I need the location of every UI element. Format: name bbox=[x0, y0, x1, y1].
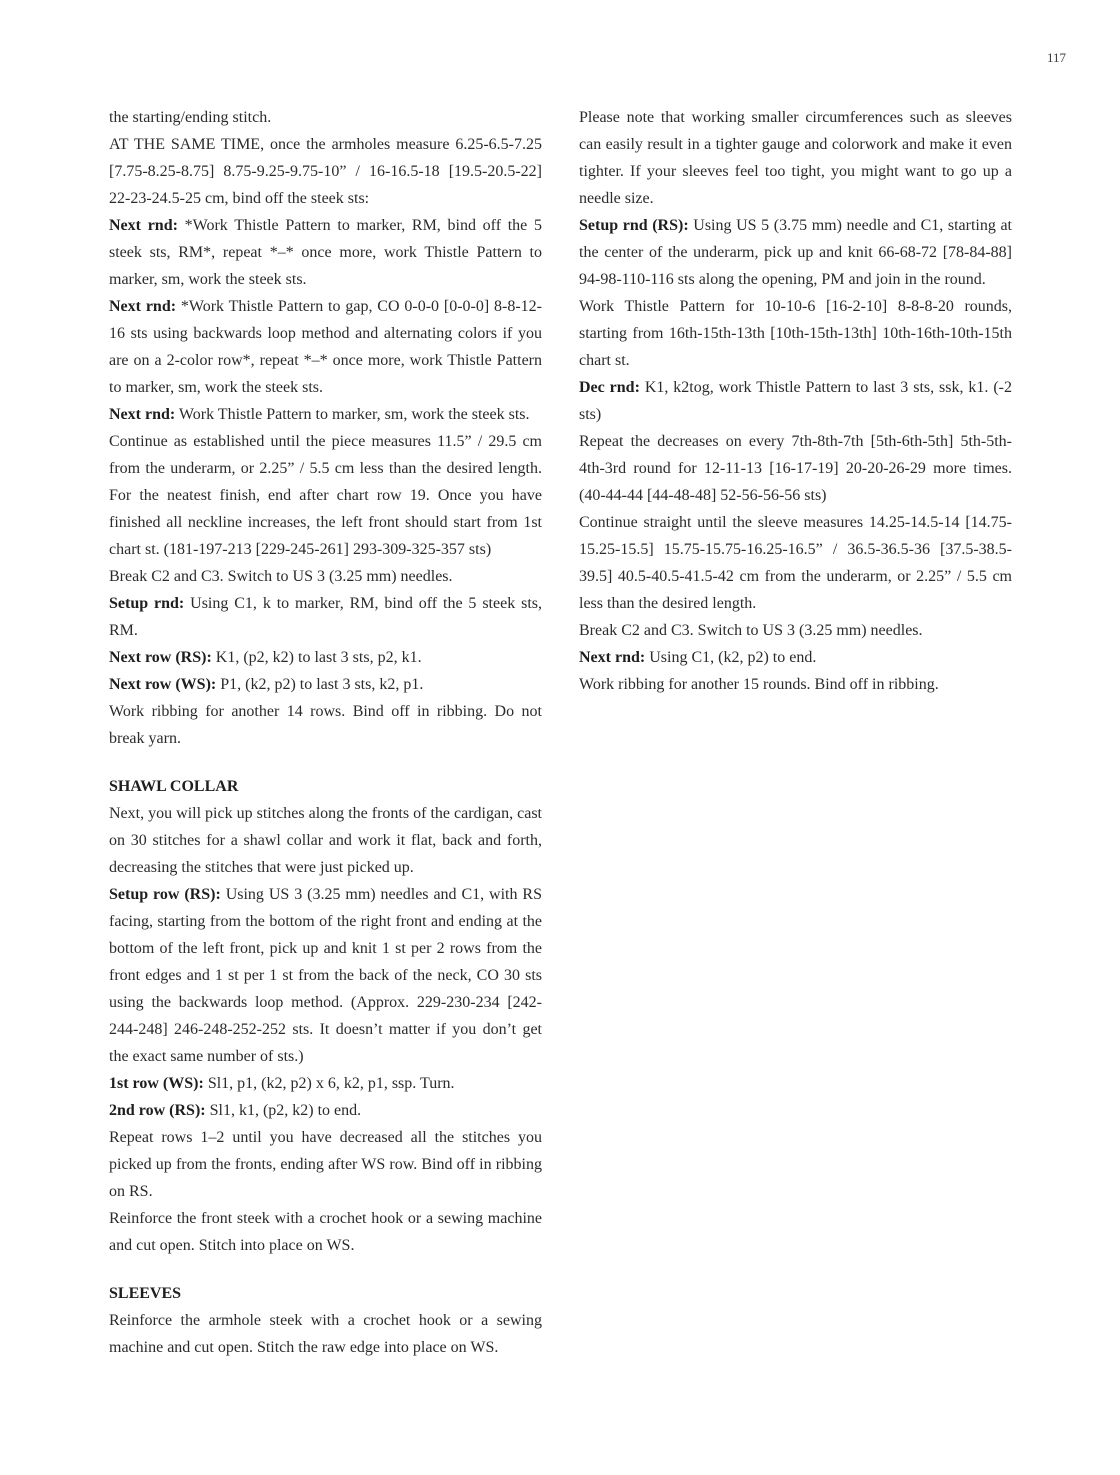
instruction-label: Setup rnd: bbox=[109, 595, 185, 612]
instruction-text: Repeat the decreases on every 7th-8th-7th [5th-6th-5th] 5th-5th-4th-3rd round for 12-11-13 [16-17-19] 20-20-26-29 more times. (40-44-44 [44-48-48] 52-56-56-56 sts) bbox=[579, 433, 1012, 504]
instruction-text: Work Thistle Pattern to marker, sm, work the steek sts. bbox=[175, 406, 530, 423]
page-number: 117 bbox=[1046, 50, 1066, 65]
instruction-paragraph bbox=[579, 293, 1012, 374]
instruction-text: Using US 3 (3.25 mm) needles and C1, with RS facing, starting from the bottom of the right front and ending at the bottom of the left front, pick up and knit 1 st per 2 rows from the front edges and 1 st per 1 st from the back of the neck, CO 30 sts using the backwards loop method. (Approx. 229-230-234 [242-244-248] 246-248-252-252 sts. It doesn’t matter if you don’t get the exact same number of sts.) bbox=[109, 886, 542, 1065]
instruction-label: Setup row (RS): bbox=[109, 886, 221, 903]
instruction-text: Sl1, k1, (p2, k2) to end. bbox=[205, 1102, 362, 1119]
instruction-label: Setup rnd (RS): bbox=[579, 217, 689, 234]
instruction-paragraph bbox=[579, 617, 1012, 644]
instruction-text: *Work Thistle Pattern to marker, RM, bind off the 5 steek sts, RM*, repeat *–* once more, work Thistle Pattern to marker, sm, work the steek sts. bbox=[109, 217, 542, 288]
instruction-label: Next rnd: bbox=[109, 406, 176, 423]
instruction-paragraph bbox=[109, 881, 542, 1070]
section-heading: SHAWL COLLAR bbox=[109, 778, 239, 795]
instruction-text: Work Thistle Pattern for 10-10-6 [16-2-10] 8-8-8-20 rounds, starting from 16th-15th-13th [10th-15th-13th] 10th-16th-10th-15th chart st. bbox=[579, 298, 1012, 369]
instruction-text: Sl1, p1, (k2, p2) x 6, k2, p1, ssp. Turn. bbox=[203, 1075, 455, 1092]
instruction-paragraph bbox=[109, 800, 542, 881]
instruction-paragraph bbox=[109, 401, 542, 428]
instruction-label: Next rnd: bbox=[109, 217, 178, 234]
instruction-paragraph bbox=[109, 1070, 542, 1097]
instruction-paragraph bbox=[579, 428, 1012, 509]
instruction-text: *Work Thistle Pattern to gap, CO 0-0-0 [0-0-0] 8-8-12-16 sts using backwards loop method and alternating colors if you are on a 2-color row*, repeat *–* once more, work Thistle Pattern to marker, sm, work the steek sts. bbox=[109, 298, 542, 396]
instruction-text: P1, (k2, p2) to last 3 sts, k2, p1. bbox=[216, 676, 424, 693]
instruction-paragraph bbox=[109, 428, 542, 563]
instruction-label: Next rnd: bbox=[579, 649, 646, 666]
instruction-text: AT THE SAME TIME, once the armholes measure 6.25-6.5-7.25 [7.75-8.25-8.75] 8.75-9.25-9.75-10” / 16-16.5-18 [19.5-20.5-22] 22-23-24.5-25 cm, bind off the steek sts: bbox=[109, 136, 542, 207]
right-column bbox=[579, 104, 1012, 698]
instruction-paragraph bbox=[109, 1097, 542, 1124]
instruction-text: the starting/ending stitch. bbox=[109, 109, 272, 126]
instruction-paragraph bbox=[109, 698, 542, 752]
instruction-text: Please note that working smaller circumferences such as sleeves can easily result in a tighter gauge and colorwork and make it even tighter. If your sleeves feel too tight, you might want to go up a needle size. bbox=[579, 109, 1012, 207]
instruction-text: K1, k2tog, work Thistle Pattern to last 3 sts, ssk, k1. (-2 sts) bbox=[579, 379, 1012, 423]
instruction-text: Work ribbing for another 14 rows. Bind off in ribbing. Do not break yarn. bbox=[109, 703, 542, 747]
instruction-paragraph bbox=[109, 1124, 542, 1205]
instruction-paragraph bbox=[109, 1205, 542, 1259]
instruction-text: Work ribbing for another 15 rounds. Bind off in ribbing. bbox=[579, 676, 939, 693]
instruction-label: Next row (WS): bbox=[109, 676, 217, 693]
instruction-paragraph bbox=[109, 293, 542, 401]
instruction-label: 1st row (WS): bbox=[109, 1075, 204, 1092]
instruction-paragraph bbox=[579, 374, 1012, 428]
instruction-text: Reinforce the front steek with a crochet hook or a sewing machine and cut open. Stitch into place on WS. bbox=[109, 1210, 542, 1254]
instruction-paragraph bbox=[109, 590, 542, 644]
instruction-text: Break C2 and C3. Switch to US 3 (3.25 mm) needles. bbox=[579, 622, 923, 639]
instruction-text: Continue straight until the sleeve measures 14.25-14.5-14 [14.75-15.25-15.5] 15.75-15.75-16.25-16.5” / 36.5-36.5-36 [37.5-38.5-39.5] 40.5-40.5-41.5-42 cm from the underarm, or 2.25” / 5.5 cm less than the desired length. bbox=[579, 514, 1012, 612]
instruction-label: 2nd row (RS): bbox=[109, 1102, 206, 1119]
left-column bbox=[109, 104, 542, 1361]
instruction-paragraph bbox=[579, 644, 1012, 671]
instruction-paragraph bbox=[109, 1307, 542, 1361]
instruction-text: Using C1, k to marker, RM, bind off the 5 steek sts, RM. bbox=[109, 595, 542, 639]
instruction-paragraph bbox=[109, 671, 542, 698]
instruction-label: Next rnd: bbox=[109, 298, 177, 315]
instruction-paragraph bbox=[579, 104, 1012, 212]
instruction-paragraph bbox=[109, 104, 542, 131]
instruction-label: Dec rnd: bbox=[579, 379, 640, 396]
instruction-paragraph bbox=[579, 671, 1012, 698]
instruction-paragraph bbox=[109, 563, 542, 590]
instruction-text: Using US 5 (3.75 mm) needle and C1, starting at the center of the underarm, pick up and knit 66-68-72 [78-84-88] 94-98-110-116 sts along the opening, PM and join in the round. bbox=[579, 217, 1012, 288]
instruction-text: Break C2 and C3. Switch to US 3 (3.25 mm) needles. bbox=[109, 568, 453, 585]
instruction-text: Repeat rows 1–2 until you have decreased all the stitches you picked up from the fronts, ending after WS row. Bind off in ribbing on RS. bbox=[109, 1129, 542, 1200]
instruction-text: K1, (p2, k2) to last 3 sts, p2, k1. bbox=[211, 649, 422, 666]
instruction-paragraph bbox=[579, 212, 1012, 293]
instruction-text: Reinforce the armhole steek with a crochet hook or a sewing machine and cut open. Stitch the raw edge into place on WS. bbox=[109, 1312, 542, 1356]
instruction-paragraph bbox=[109, 212, 542, 293]
section-heading: SLEEVES bbox=[109, 1285, 182, 1302]
instruction-text: Using C1, (k2, p2) to end. bbox=[645, 649, 817, 666]
instruction-label: Next row (RS): bbox=[109, 649, 212, 666]
instruction-text: Continue as established until the piece measures 11.5” / 29.5 cm from the underarm, or 2.25” / 5.5 cm less than the desired length. For the neatest finish, end after chart row 19. Once you have finished all neckline increases, the left front should start from 1st chart st. (181-197-213 [229-245-261] 293-309-325-357 sts) bbox=[109, 433, 542, 558]
instruction-paragraph bbox=[579, 509, 1012, 617]
instruction-paragraph bbox=[109, 131, 542, 212]
instruction-text: Next, you will pick up stitches along the fronts of the cardigan, cast on 30 stitches for a shawl collar and work it flat, back and forth, decreasing the stitches that were just picked up. bbox=[109, 805, 542, 876]
instruction-paragraph bbox=[109, 644, 542, 671]
